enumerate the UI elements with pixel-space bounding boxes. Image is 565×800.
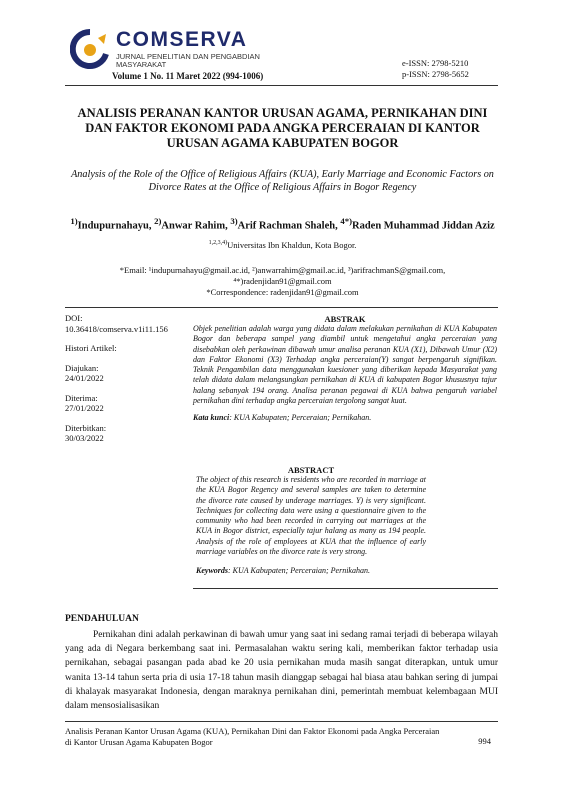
abstract-keywords-text: : KUA Kabupaten; Perceraian; Pernikahan. xyxy=(228,566,370,576)
submitted-block xyxy=(65,363,190,384)
author-list xyxy=(70,215,495,233)
author-2: Anwar Rahim, xyxy=(161,220,231,232)
published-block xyxy=(65,423,190,444)
history-label: Histori Artikel: xyxy=(65,343,117,353)
abstrak-section xyxy=(193,314,497,422)
abstract-body: The object of this research is residents who are recorded in marriage at the KUA Bogor Regency and several samples are taken to determine the divorce rate caused by underage marriages. Y) is very significant. Techniques for collecting data were using a questionnaire given to the community who had been recorded in carrying out marriages at the KUA in Bogor district, especially tajur halang as many as 194 people. Analysis of the role of employees at KUA that the influence of early marriage variables on the divorce rate is very strong. xyxy=(196,475,426,557)
running-footer xyxy=(65,726,498,747)
author-1-sup: 1) xyxy=(70,216,78,226)
pissn: p-ISSN: 2798-5652 xyxy=(402,69,469,79)
abstract-section xyxy=(196,465,426,575)
article-subtitle: Analysis of the Role of the Office of Religious Affairs (KUA), Early Marriage and Economic Factors on Divorce Rates at the Office of Religious Affairs in Bogor Regency xyxy=(71,169,494,193)
abstract-keywords xyxy=(196,566,426,575)
doi-label: DOI: xyxy=(65,313,83,323)
accepted-date: 27/01/2022 xyxy=(65,403,104,413)
abstract-keywords-label: Keywords xyxy=(196,566,228,576)
submitted-date: 24/01/2022 xyxy=(65,373,104,383)
article-title: ANALISIS PERANAN KANTOR URUSAN AGAMA, PERNIKAHAN DINI DAN FAKTOR EKONOMI PADA ANGKA PERCERAIAN DI KANTOR URUSAN AGAMA KABUPATEN BOGOR xyxy=(77,106,488,150)
author-1: Indupurnahayu, xyxy=(77,220,155,232)
header-divider xyxy=(65,85,498,86)
page-number: 994 xyxy=(478,736,491,746)
meta-divider-left xyxy=(65,307,498,308)
abstract-divider xyxy=(193,588,498,589)
journal-logo xyxy=(70,26,290,76)
doi-link[interactable]: 10.36418/comserva.v1i11.156 xyxy=(65,323,168,334)
author-3-sup: 3) xyxy=(230,216,238,226)
submitted-label: Diajukan: xyxy=(65,362,99,373)
body-paragraph: Pernikahan dini adalah perkawinan di bawah umur yang saat ini sedang ramai terjadi di beberapa wilayah yang ada di Negara berkembang saat ini. Permasalahan waktu sering kali, memberikan faktor terhadap usia pernikahan, sebagai pasangan pada abad ke 20 usia pernikahan muda masih sangat diterapkan, untuk umur wanita 13-14 tahun serta pria di usia 17-18 tahun masih dianggap sebagai hal biasa atau bahkan sering di jumpai di khalayak masyarakat Indonesia, dengan maraknya pernikahan dini, pemerintah membuat kelembagaan MUI dalam mensosialisasikan xyxy=(65,630,498,712)
eissn: e-ISSN: 2798-5210 xyxy=(402,58,469,68)
comserva-logo-icon xyxy=(70,28,110,70)
abstrak-keywords xyxy=(193,413,497,422)
abstract-heading: ABSTRACT xyxy=(287,465,335,475)
section-heading: PENDAHULUAN xyxy=(65,614,139,624)
author-2-sup: 2) xyxy=(154,216,162,226)
author-3: Arif Rachman Shaleh, xyxy=(237,220,341,232)
published-label: Diterbitkan: xyxy=(65,422,107,433)
issn-block xyxy=(402,58,492,80)
abstrak-body: Objek penelitian adalah warga yang didata dalam melakukan pernikahan di KUA Kabupaten Bogor dan beberapa sampel yang diambil untuk mengetahui angka perceraian yang disebabkan oleh perkawinan dibawah umur analisa peranan KUA (X1), Dibawah Umur (X2) dan Faktor Ekonomi (X3) Terhadap angka perceraian(Y) sangat berpengaruh signifikan. Teknik Pengambilan data menggunakan kuesioner yang diberikan kepada Masyarakat yang telah didata dalam melangsungkan pernikahan di KUA di kabupaten Bogor khususnya tajur halang sebanyak 194 orang. Analisa peranan pegawai di KUA bahwa pengaruh variabel pernikahan dini terhadap angka perceraian tergolong sangat kuat. xyxy=(193,324,497,406)
logo-name: COMSERVA xyxy=(116,28,248,51)
logo-subtitle: JURNAL PENELITIAN DAN PENGABDIAN MASYARAKAT xyxy=(116,52,260,69)
footer-divider xyxy=(65,721,498,722)
article-meta xyxy=(65,313,190,453)
abstrak-keywords-text: : KUA Kabupaten; Perceraian; Pernikahan. xyxy=(229,413,372,423)
email-block xyxy=(70,265,495,298)
volume-line: Volume 1 No. 11 Maret 2022 (994-1006) xyxy=(112,71,264,81)
author-4-sup: 4*) xyxy=(340,216,352,226)
footer-line-1: Analisis Peranan Kantor Urusan Agama (KUA), Pernikahan Dini dan Faktor Ekonomi pada Angka Perceraian xyxy=(65,726,440,736)
footer-line-2: di Kantor Urusan Agama Kabupaten Bogor xyxy=(65,736,213,747)
accepted-label: Diterima: xyxy=(65,392,98,403)
correspondence: *Correspondence: radenjidan91@gmail.com xyxy=(206,287,359,297)
abstrak-heading: ABSTRAK xyxy=(324,314,366,324)
abstrak-keywords-label: Kata kunci xyxy=(193,413,230,423)
doi-block xyxy=(65,313,190,334)
email-line-2: ⁴*)radenjidan91@gmail.com xyxy=(233,276,332,286)
affiliation-sup: 1,2,3,4) xyxy=(208,240,228,247)
affiliation-text: Universitas Ibn Khaldun, Kota Bogor. xyxy=(227,240,357,250)
accepted-block xyxy=(65,393,190,414)
email-line-1: *Email: ¹indupurnahayu@gmail.ac.id, ²)anwarrahim@gmail.ac.id, ³)arifrachmanS@gmail.com, xyxy=(119,265,446,275)
published-date: 30/03/2022 xyxy=(65,433,104,443)
affiliation xyxy=(70,240,495,250)
author-4: Raden Muhammad Jiddan Aziz xyxy=(352,220,495,232)
